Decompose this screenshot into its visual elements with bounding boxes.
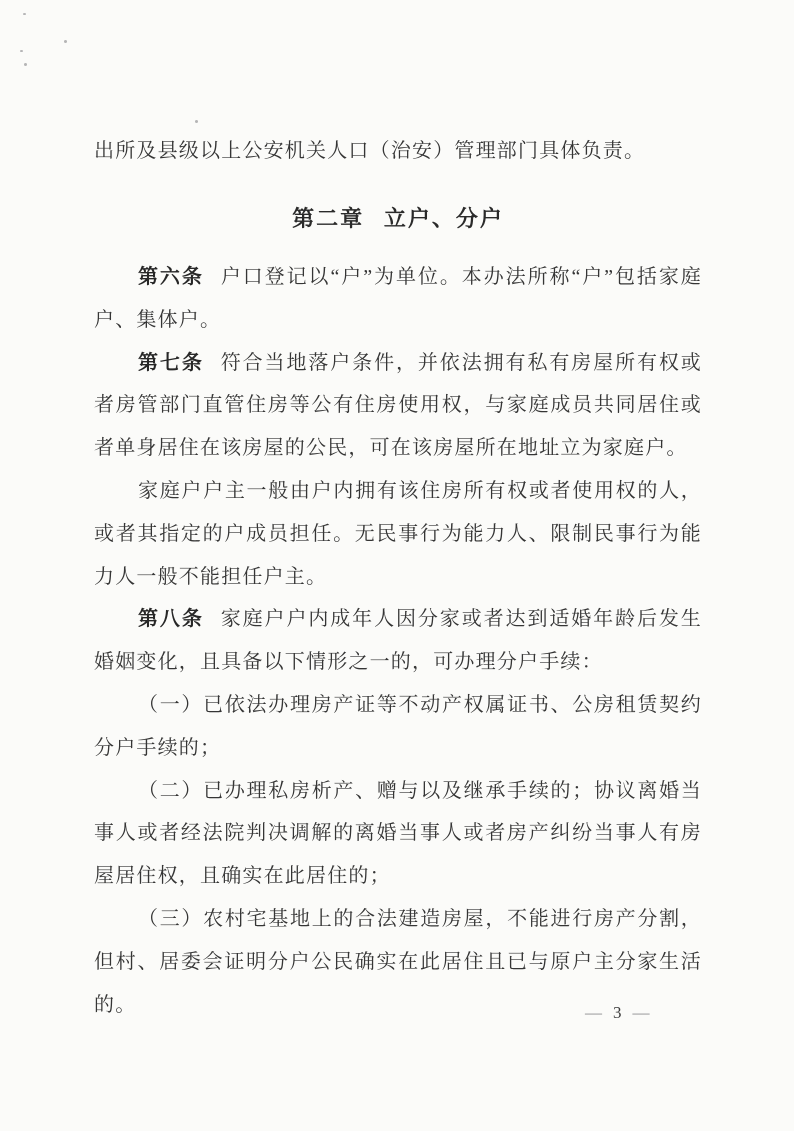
article-8-item-1 [94, 684, 702, 770]
document-content [94, 136, 702, 1026]
article-8-item-2 [94, 770, 702, 898]
page-number-value: 3 [613, 1003, 623, 1022]
article-7-text: 符合当地落户条件，并依法拥有私有房屋所有权或者房管部门直管住房等公有住房使用权，与家庭成员共同居住或者单身居住在该房屋的公民，可在该房屋所在地址立为家庭户。 [94, 351, 702, 460]
article-8-item-3-text: （三）农村宅基地上的合法建造房屋，不能进行房产分割，但村、居委会证明分户公民确实在此居住且已与原户主分家生活的。 [94, 907, 702, 1016]
scan-speck [20, 50, 23, 52]
article-8-text: 家庭户户内成年人因分家或者达到适婚年龄后发生婚姻变化，且具备以下情形之一的，可办理分户手续： [94, 608, 702, 674]
scan-speck [195, 120, 198, 123]
scan-speck [24, 63, 27, 66]
page-number-dash-right: — [632, 1003, 651, 1022]
article-8-item-1-text: （一）已依法办理房产证等不动产权属证书、公房租赁契约分户手续的； [94, 693, 702, 759]
article-8-item-2-text: （二）已办理私房析产、赠与以及继承手续的；协议离婚当事人或者经法院判决调解的离婚当事人或者房产纠纷当事人有房屋居住权，且确实在此居住的； [94, 779, 702, 888]
article-7-number: 第七条 [138, 351, 204, 374]
page-number-dash-left: — [585, 1003, 603, 1022]
article-6-paragraph [94, 256, 702, 342]
scan-speck [64, 40, 67, 43]
article-8-paragraph [94, 598, 702, 684]
chapter-heading [94, 204, 702, 234]
article-7-paragraph [94, 342, 702, 470]
chapter-title: 立户、分户 [383, 206, 504, 231]
chapter-number: 第二章 [292, 206, 365, 231]
article-6-text: 户口登记以“户”为单位。本办法所称“户”包括家庭户、集体户。 [94, 266, 702, 331]
article-6-number: 第六条 [138, 266, 204, 288]
page-number [585, 1003, 651, 1023]
article-7-second-paragraph [94, 470, 702, 598]
article-8-number: 第八条 [138, 608, 204, 631]
article-7-second-text: 家庭户户主一般由户内拥有该住房所有权或者使用权的人，或者其指定的户成员担任。无民事行为能力人、限制民事行为能力人一般不能担任户主。 [94, 479, 702, 588]
continuation-paragraph: 出所及县级以上公安机关人口（治安）管理部门具体负责。 [94, 140, 646, 162]
scan-speck [23, 13, 26, 15]
